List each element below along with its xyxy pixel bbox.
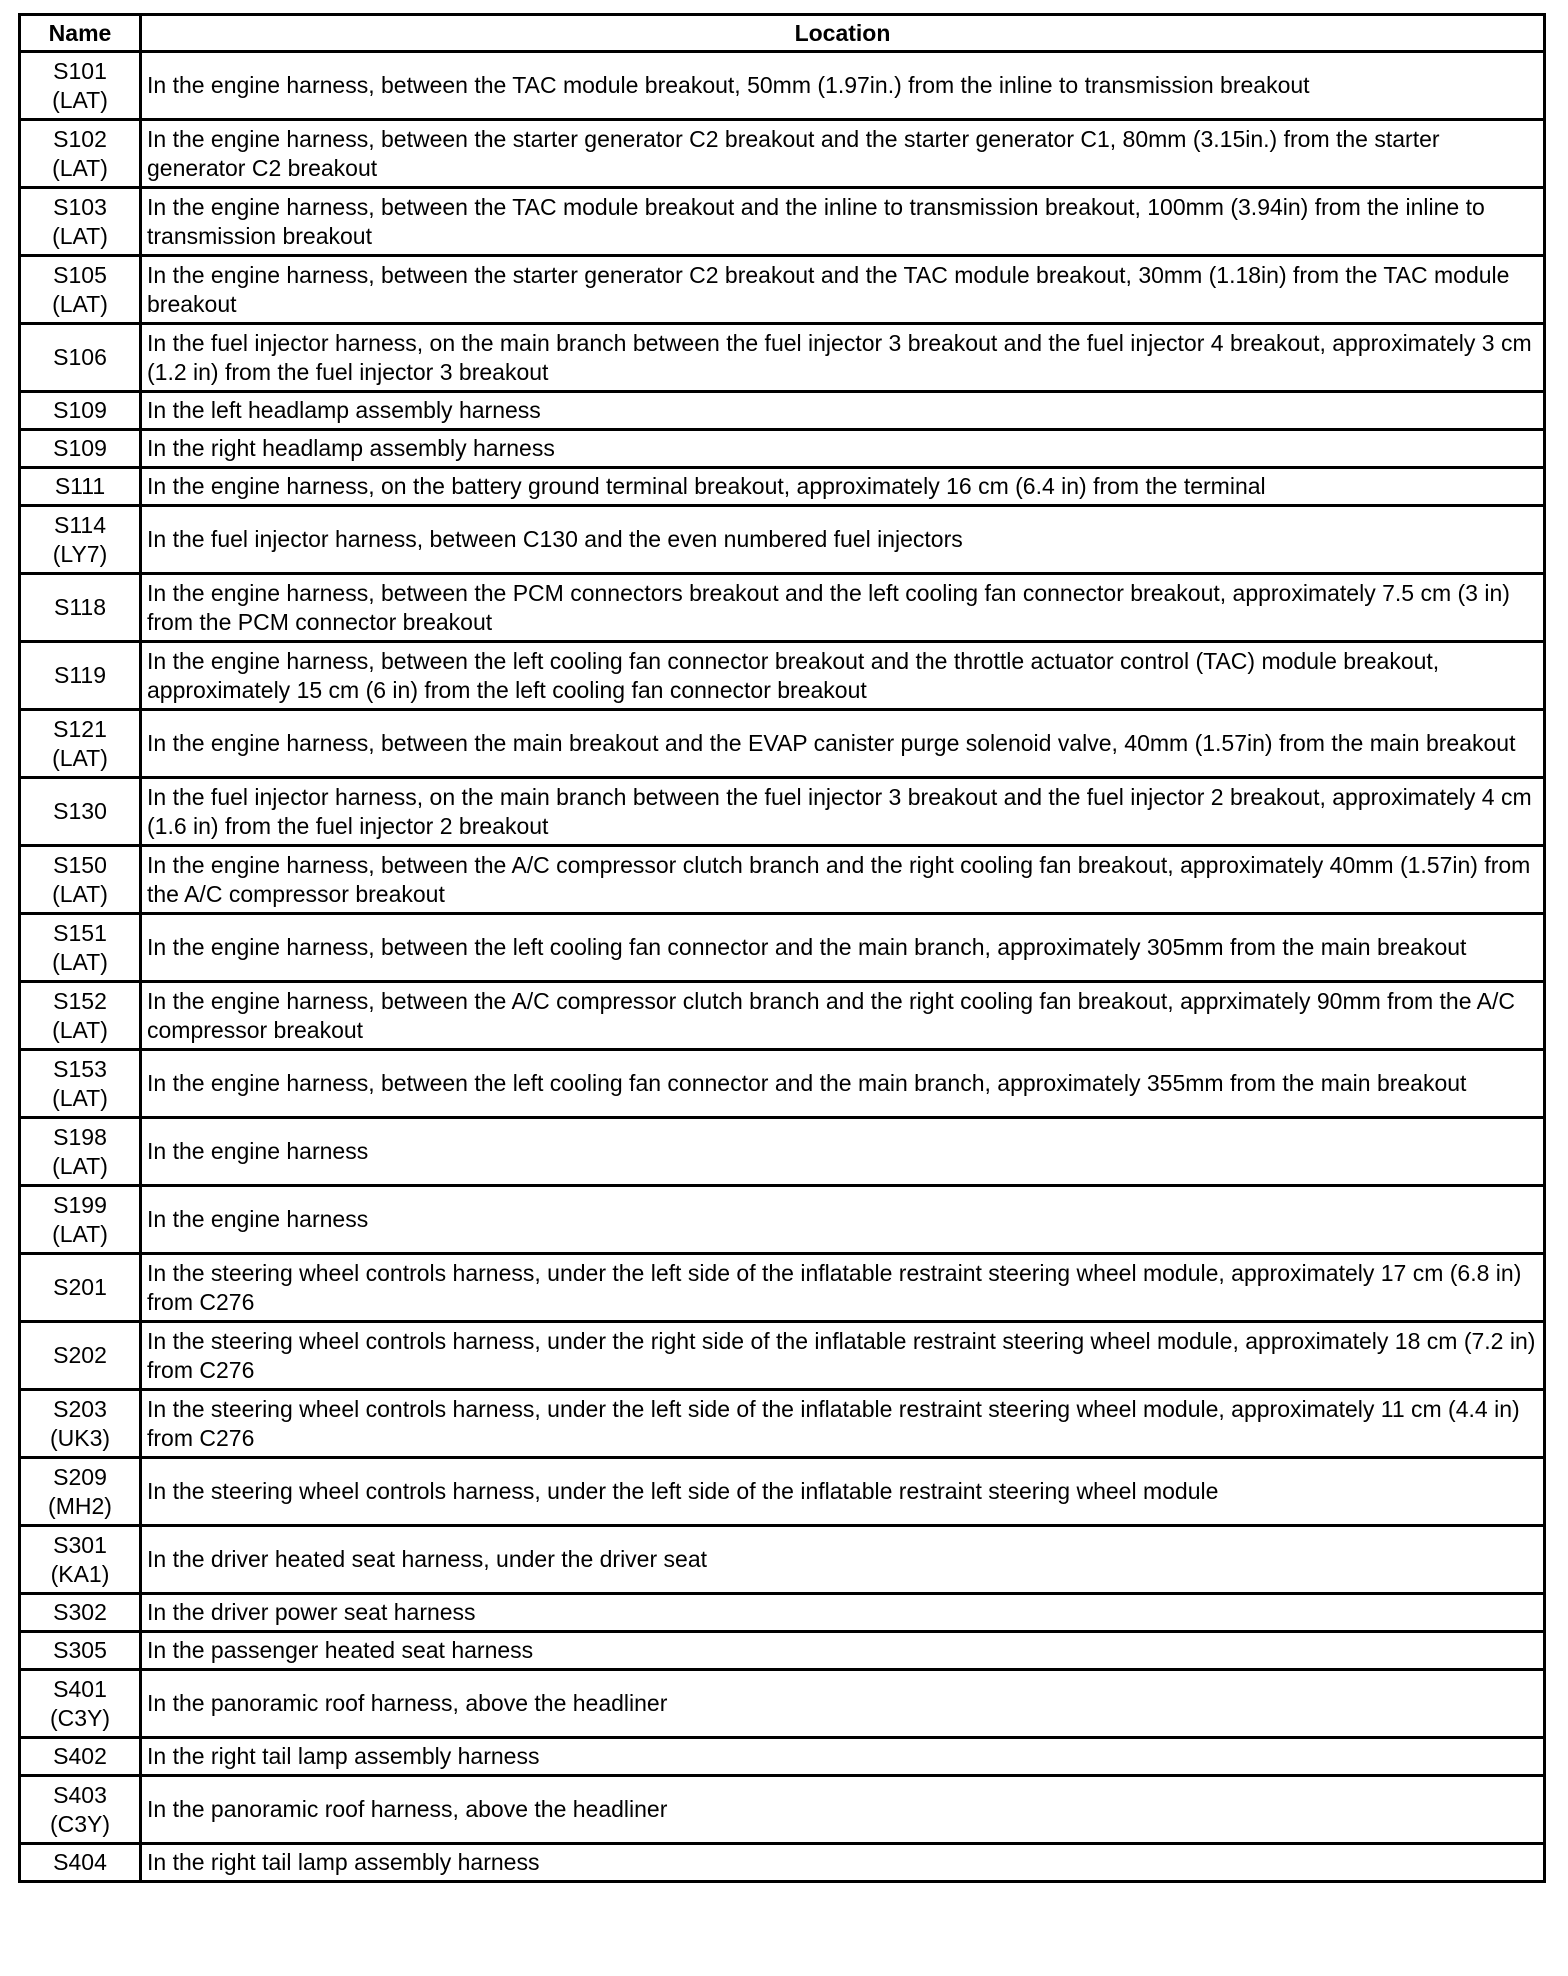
splice-location-cell: In the driver power seat harness <box>141 1594 1545 1632</box>
splice-name-cell: S203 (UK3) <box>20 1390 141 1458</box>
splice-location-cell: In the panoramic roof harness, above the headliner <box>141 1776 1545 1844</box>
splice-location-cell: In the steering wheel controls harness, under the left side of the inflatable restraint steering wheel module, approximately 11 cm (4.4 in) from C276 <box>141 1390 1545 1458</box>
splice-name-cell: S152 (LAT) <box>20 982 141 1050</box>
table-row <box>20 324 1545 392</box>
table-row <box>20 1526 1545 1594</box>
splice-name-cell: S103 (LAT) <box>20 188 141 256</box>
splice-name-cell: S118 <box>20 574 141 642</box>
table-row <box>20 1458 1545 1526</box>
splice-name-cell: S305 <box>20 1632 141 1670</box>
splice-name-cell: S109 <box>20 430 141 468</box>
splice-name-cell: S106 <box>20 324 141 392</box>
table-row <box>20 1738 1545 1776</box>
splice-location-cell: In the fuel injector harness, between C130 and the even numbered fuel injectors <box>141 506 1545 574</box>
table-row <box>20 1186 1545 1254</box>
table-row <box>20 1844 1545 1882</box>
splice-name-cell: S198 (LAT) <box>20 1118 141 1186</box>
location-column-header: Location <box>141 15 1545 52</box>
splice-name-cell: S105 (LAT) <box>20 256 141 324</box>
splice-location-cell: In the steering wheel controls harness, under the right side of the inflatable restraint steering wheel module, approximately 18 cm (7.2 in) from C276 <box>141 1322 1545 1390</box>
table-row <box>20 982 1545 1050</box>
splice-location-cell: In the engine harness <box>141 1118 1545 1186</box>
table-row <box>20 188 1545 256</box>
splice-location-cell: In the engine harness, between the main breakout and the EVAP canister purge solenoid valve, 40mm (1.57in) from the main breakout <box>141 710 1545 778</box>
splice-name-cell: S119 <box>20 642 141 710</box>
table-row <box>20 1254 1545 1322</box>
splice-location-cell: In the fuel injector harness, on the main branch between the fuel injector 3 breakout and the fuel injector 2 breakout, approximately 4 cm (1.6 in) from the fuel injector 2 breakout <box>141 778 1545 846</box>
splice-name-cell: S153 (LAT) <box>20 1050 141 1118</box>
table-row <box>20 914 1545 982</box>
splice-location-document <box>18 13 1546 1883</box>
table-row <box>20 1594 1545 1632</box>
table-row <box>20 1322 1545 1390</box>
splice-name-cell: S401 (C3Y) <box>20 1670 141 1738</box>
splice-location-cell: In the driver heated seat harness, under the driver seat <box>141 1526 1545 1594</box>
splice-name-cell: S111 <box>20 468 141 506</box>
table-row <box>20 52 1545 120</box>
table-row <box>20 1776 1545 1844</box>
splice-location-cell: In the panoramic roof harness, above the headliner <box>141 1670 1545 1738</box>
splice-name-cell: S151 (LAT) <box>20 914 141 982</box>
splice-location-cell: In the engine harness, between the left cooling fan connector breakout and the throttle actuator control (TAC) module breakout, approximately 15 cm (6 in) from the left cooling fan connector breakout <box>141 642 1545 710</box>
table-row <box>20 468 1545 506</box>
splice-name-cell: S209 (MH2) <box>20 1458 141 1526</box>
table-row <box>20 846 1545 914</box>
splice-location-cell: In the engine harness, between the starter generator C2 breakout and the TAC module breakout, 30mm (1.18in) from the TAC module breakout <box>141 256 1545 324</box>
splice-name-cell: S202 <box>20 1322 141 1390</box>
table-row <box>20 642 1545 710</box>
splice-location-cell: In the engine harness, between the TAC module breakout, 50mm (1.97in.) from the inline to transmission breakout <box>141 52 1545 120</box>
splice-location-cell: In the right tail lamp assembly harness <box>141 1844 1545 1882</box>
splice-location-cell: In the engine harness, between the TAC module breakout and the inline to transmission breakout, 100mm (3.94in) from the inline to transmission breakout <box>141 188 1545 256</box>
table-body <box>20 52 1545 1882</box>
splice-name-cell: S130 <box>20 778 141 846</box>
splice-location-cell: In the engine harness, between the A/C compressor clutch branch and the right cooling fan breakout, approximately 40mm (1.57in) from the A/C compressor breakout <box>141 846 1545 914</box>
table-row <box>20 256 1545 324</box>
splice-location-cell: In the engine harness, between the A/C compressor clutch branch and the right cooling fan breakout, apprximately 90mm from the A/C compressor breakout <box>141 982 1545 1050</box>
splice-name-cell: S301 (KA1) <box>20 1526 141 1594</box>
splice-name-cell: S102 (LAT) <box>20 120 141 188</box>
table-row <box>20 1632 1545 1670</box>
table-header <box>20 15 1545 52</box>
table-row <box>20 1670 1545 1738</box>
splice-location-cell: In the engine harness, between the left cooling fan connector and the main branch, approximately 305mm from the main breakout <box>141 914 1545 982</box>
splice-name-cell: S302 <box>20 1594 141 1632</box>
splice-location-cell: In the engine harness, between the left cooling fan connector and the main branch, approximately 355mm from the main breakout <box>141 1050 1545 1118</box>
splice-name-cell: S199 (LAT) <box>20 1186 141 1254</box>
splice-name-cell: S101 (LAT) <box>20 52 141 120</box>
splice-location-cell: In the passenger heated seat harness <box>141 1632 1545 1670</box>
splice-location-cell: In the engine harness, on the battery ground terminal breakout, approximately 16 cm (6.4 in) from the terminal <box>141 468 1545 506</box>
splice-location-cell: In the engine harness <box>141 1186 1545 1254</box>
splice-name-cell: S109 <box>20 392 141 430</box>
table-row <box>20 392 1545 430</box>
splice-location-cell: In the steering wheel controls harness, under the left side of the inflatable restraint steering wheel module <box>141 1458 1545 1526</box>
splice-name-cell: S150 (LAT) <box>20 846 141 914</box>
splice-name-cell: S121 (LAT) <box>20 710 141 778</box>
splice-name-cell: S201 <box>20 1254 141 1322</box>
table-row <box>20 1390 1545 1458</box>
header-row <box>20 15 1545 52</box>
splice-location-table <box>18 13 1546 1883</box>
splice-location-cell: In the left headlamp assembly harness <box>141 392 1545 430</box>
splice-location-cell: In the right headlamp assembly harness <box>141 430 1545 468</box>
table-row <box>20 1050 1545 1118</box>
splice-location-cell: In the engine harness, between the PCM connectors breakout and the left cooling fan connector breakout, approximately 7.5 cm (3 in) from the PCM connector breakout <box>141 574 1545 642</box>
table-row <box>20 1118 1545 1186</box>
splice-name-cell: S114 (LY7) <box>20 506 141 574</box>
table-row <box>20 430 1545 468</box>
splice-location-cell: In the steering wheel controls harness, under the left side of the inflatable restraint steering wheel module, approximately 17 cm (6.8 in) from C276 <box>141 1254 1545 1322</box>
splice-location-cell: In the fuel injector harness, on the main branch between the fuel injector 3 breakout and the fuel injector 4 breakout, approximately 3 cm (1.2 in) from the fuel injector 3 breakout <box>141 324 1545 392</box>
table-row <box>20 778 1545 846</box>
splice-name-cell: S404 <box>20 1844 141 1882</box>
table-row <box>20 120 1545 188</box>
splice-location-cell: In the engine harness, between the starter generator C2 breakout and the starter generator C1, 80mm (3.15in.) from the starter generator C2 breakout <box>141 120 1545 188</box>
splice-name-cell: S403 (C3Y) <box>20 1776 141 1844</box>
table-row <box>20 506 1545 574</box>
splice-location-cell: In the right tail lamp assembly harness <box>141 1738 1545 1776</box>
splice-name-cell: S402 <box>20 1738 141 1776</box>
table-row <box>20 574 1545 642</box>
name-column-header: Name <box>20 15 141 52</box>
table-row <box>20 710 1545 778</box>
